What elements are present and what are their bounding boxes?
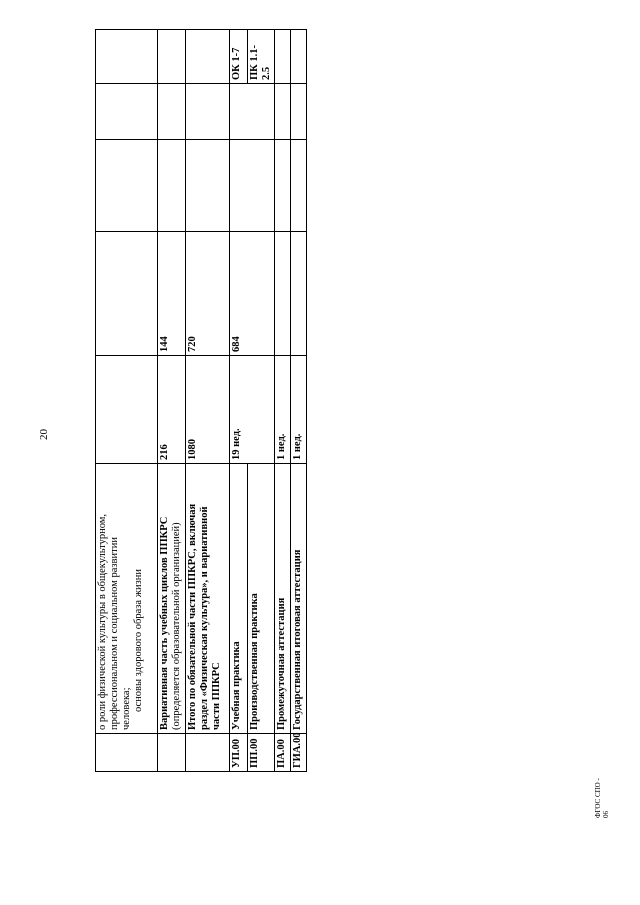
table-row bbox=[230, 30, 248, 772]
cell-competences: ОК 1-7 bbox=[230, 30, 248, 84]
cell-obligatory bbox=[275, 232, 291, 356]
cell-code: УП.00 bbox=[230, 734, 248, 772]
cell-name: Государственная итоговая аттестация bbox=[291, 464, 307, 734]
cell-name: Промежуточная аттестация bbox=[275, 464, 291, 734]
name-line: (определяется образовательной организацией) bbox=[171, 522, 183, 730]
cell-name bbox=[186, 464, 230, 734]
cell-col5 bbox=[230, 140, 275, 232]
cell-code bbox=[158, 734, 186, 772]
cell-competences bbox=[275, 30, 291, 84]
cell-col6 bbox=[275, 84, 291, 140]
cell-competences: ПК 1.1-2.5 bbox=[248, 30, 275, 84]
curriculum-table-rotated bbox=[95, 30, 305, 772]
name-line: о роли физической культуры в общекультурном, bbox=[97, 513, 108, 730]
name-line: основы здорового образа жизни bbox=[133, 569, 145, 712]
cell-code bbox=[186, 734, 230, 772]
cell-code: ПА.00 bbox=[275, 734, 291, 772]
cell-total: 1080 bbox=[186, 356, 230, 464]
cell-col6 bbox=[291, 84, 307, 140]
cell-col5 bbox=[291, 140, 307, 232]
cell-name bbox=[96, 464, 158, 734]
cell-code: ГИА.00 bbox=[291, 734, 307, 772]
name-line: Вариативная часть учебных циклов ППКРС bbox=[159, 516, 170, 730]
cell-code bbox=[96, 734, 158, 772]
table-row bbox=[275, 30, 291, 772]
name-line: профессиональном и социальном развитии bbox=[109, 537, 121, 730]
table-row bbox=[186, 30, 230, 772]
table-row bbox=[291, 30, 307, 772]
cell-obligatory bbox=[96, 232, 158, 356]
table-row bbox=[158, 30, 186, 772]
cell-name: Производственная практика bbox=[248, 464, 275, 734]
name-line: человека; bbox=[121, 687, 133, 730]
cell-col6 bbox=[96, 84, 158, 140]
name-line: части ППКРС bbox=[211, 662, 223, 730]
name-line: Итого по обязательной части ППКРС, включая bbox=[187, 503, 198, 730]
cell-col5 bbox=[275, 140, 291, 232]
cell-competences bbox=[291, 30, 307, 84]
cell-competences bbox=[158, 30, 186, 84]
cell-col6 bbox=[230, 84, 275, 140]
page-number: 20 bbox=[38, 429, 50, 440]
table-row bbox=[96, 30, 158, 772]
cell-col5 bbox=[158, 140, 186, 232]
cell-col6 bbox=[186, 84, 230, 140]
cell-col5 bbox=[186, 140, 230, 232]
cell-code: ПП.00 bbox=[248, 734, 275, 772]
cell-competences bbox=[96, 30, 158, 84]
name-line: раздел «Физическая культура», и вариативной bbox=[199, 506, 211, 730]
cell-total: 19 нед. bbox=[230, 356, 275, 464]
cell-total bbox=[96, 356, 158, 464]
cell-obligatory: 144 bbox=[158, 232, 186, 356]
cell-col6 bbox=[158, 84, 186, 140]
cell-competences bbox=[186, 30, 230, 84]
cell-obligatory bbox=[291, 232, 307, 356]
curriculum-table bbox=[95, 29, 307, 772]
cell-obligatory: 720 bbox=[186, 232, 230, 356]
cell-total: 1 нед. bbox=[291, 356, 307, 464]
cell-name bbox=[158, 464, 186, 734]
cell-total: 1 нед. bbox=[275, 356, 291, 464]
cell-total: 216 bbox=[158, 356, 186, 464]
cell-obligatory: 684 bbox=[230, 232, 275, 356]
cell-name: Учебная практика bbox=[230, 464, 248, 734]
footer-standard-label: ФГОС СПО - 06 bbox=[594, 778, 610, 818]
cell-col5 bbox=[96, 140, 158, 232]
